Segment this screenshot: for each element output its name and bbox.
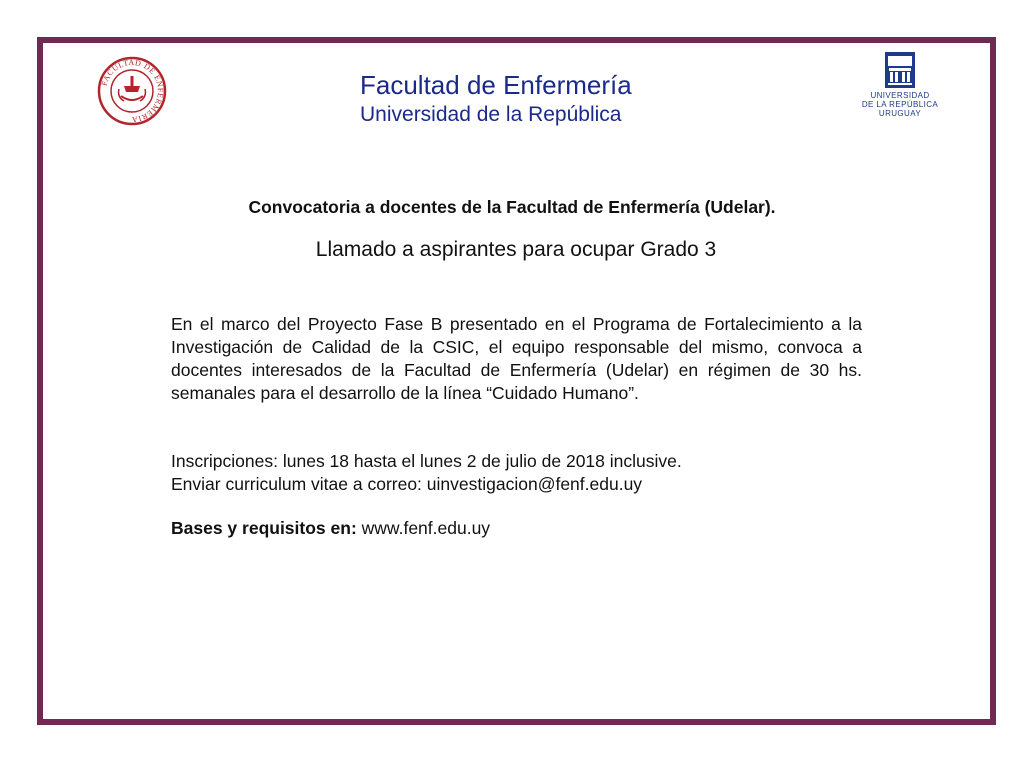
cv-email-text: Enviar curriculum vitae a correo: uinvestigacion@fenf.edu.uy: [171, 474, 643, 494]
announcement-subtitle: Llamado a aspirantes para ocupar Grado 3: [315, 238, 717, 261]
header-title: Facultad de Enfermería: [360, 70, 632, 100]
bases-link[interactable]: www.fenf.edu.uy: [356, 518, 491, 538]
udelar-line-1: UNIVERSIDAD: [870, 91, 930, 100]
inscriptions-text: Inscripciones: lunes 18 hasta el lunes 2 de julio de 2018 inclusive.: [171, 451, 682, 471]
facultad-seal-icon: [97, 56, 167, 126]
announcement-title: Convocatoria a docentes de la Facultad de Enfermería (Udelar).: [248, 197, 776, 217]
udelar-line-3: URUGUAY: [878, 109, 922, 118]
announcement-body: En el marco del Proyecto Fase B presentado en el Programa de Fortalecimiento a la Investigación de Calidad de la CSIC, el equipo responsable del mismo, convoca a docentes interesados de la Facultad de Enfermería (Udelar) en régimen de 30 hs. semanales para el desarrollo de la línea “Cuidado Humano”.: [171, 314, 862, 403]
udelar-line-2: DE LA REPÚBLICA: [861, 100, 939, 109]
bases-line: [171, 518, 490, 539]
udelar-logo-icon: [885, 52, 915, 88]
seal-text: FACULTAD DE ENFERMERÍA: [99, 57, 166, 125]
udelar-logo: [854, 52, 946, 132]
bases-label: Bases y requisitos en:: [171, 518, 357, 538]
header-subtitle: Universidad de la República: [360, 103, 622, 126]
